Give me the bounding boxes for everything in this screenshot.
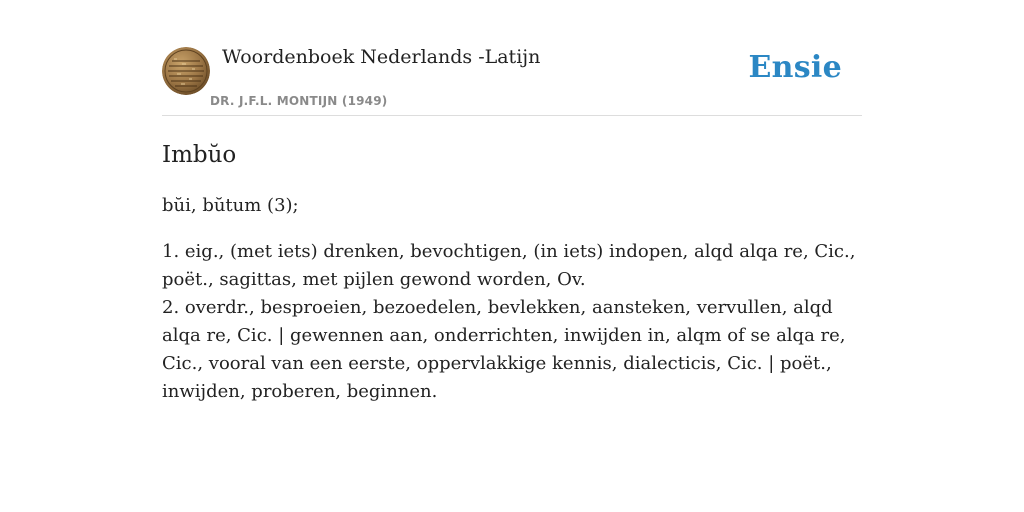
engraved-coin-logo-icon[interactable] xyxy=(162,47,210,95)
entry-forms: bŭi, bŭtum (3); xyxy=(162,195,299,216)
dictionary-header xyxy=(162,40,862,116)
dictionary-title[interactable]: Woordenboek Nederlands -Latijn xyxy=(222,46,541,68)
entry-headword: Imbŭo xyxy=(162,142,237,168)
sense-item: 2. overdr., besproeien, bezoedelen, bevlekken, aansteken, vervullen, alqd alqa re, Cic. | gewennen aan, onderrichten, inwijden in, alqm of se alqa re, Cic., vooral van een eerste, oppervlakkige kennis, dialecticis, Cic. | poët., inwijden, proberen, beginnen. xyxy=(162,297,846,402)
ensie-brand-link[interactable]: Ensie xyxy=(748,50,842,85)
sense-item: 1. eig., (met iets) drenken, bevochtigen, (in iets) indopen, alqd alqa re, Cic., poët., sagittas, met pijlen gewond worden, Ov. xyxy=(162,241,856,290)
dictionary-author: DR. J.F.L. MONTIJN (1949) xyxy=(210,94,388,108)
entry-senses xyxy=(162,238,862,406)
entry-card xyxy=(162,40,862,406)
